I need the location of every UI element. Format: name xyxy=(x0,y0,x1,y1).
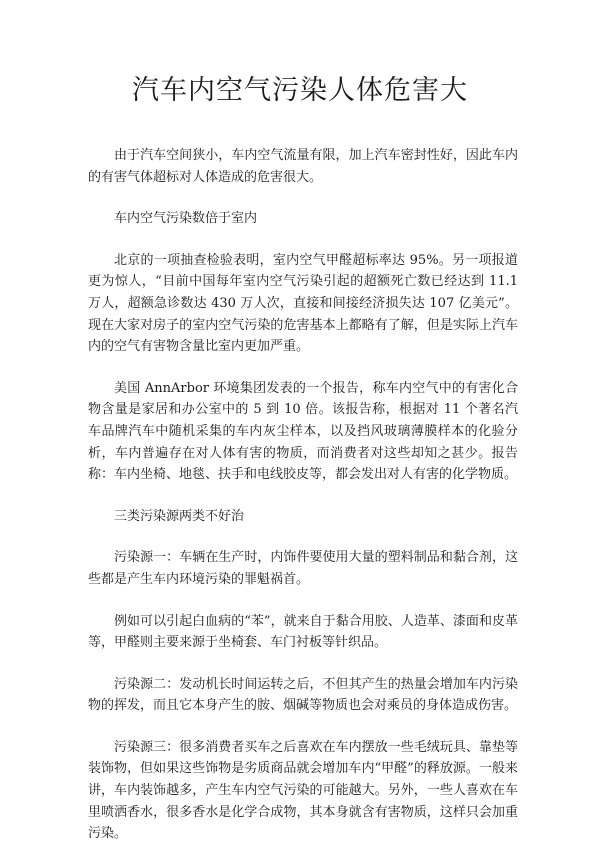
section-heading-indoor-comparison: 车内空气污染数倍于室内 xyxy=(114,211,258,227)
section-heading-pollution-sources: 三类污染源两类不好治 xyxy=(114,508,245,524)
paragraph-source-three: 污染源三：很多消费者买车之后喜欢在车内摆放一些毛绒玩具、靠垫等装饰物，但如果这些饰物是劣质商品就会增加车内“甲醛”的释放源。一般来讲，车内装饰越多，产生车内空气污染的可能越大。另外，一些人喜欢在车里喷洒香水，很多香水是化学合成物，其本身就含有害物质，这样只会加重污染。 xyxy=(88,739,518,842)
page-title: 汽车内空气污染人体危害大 xyxy=(132,75,468,106)
paragraph-benzene: 例如可以引起白血病的“苯”，就来自于黏合用胶、人造革、漆面和皮革等，甲醛则主要来源于坐椅套、车门衬板等针织品。 xyxy=(88,613,518,651)
paragraph-source-one: 污染源一：车辆在生产时，内饰件要使用大量的塑料制品和黏合剂，这些都是产生车内环境污染的罪魁祸首。 xyxy=(88,550,518,587)
paragraph-source-two: 污染源二：发动机长时间运转之后，不但其产生的热量会增加车内污染物的挥发，而且它本身产生的胺、烟碱等物质也会对乘员的身体造成伤害。 xyxy=(88,676,518,714)
paragraph-annarbor-report: 美国 AnnArbor 环境集团发表的一个报告，称车内空气中的有害化合物含量是家居和办公室中的 5 到 10 倍。该报告称，根据对 11 个著名汽车品牌汽车中随机采集的车内灰尘样本，以及挡风玻璃薄膜样本的化验分析，车内普遍存在对人体有害的物质，而消费者对这些却知之甚少。报告称：车内坐椅、地毯、扶手和电线胶皮等，都会发出对人有害的化学物质。 xyxy=(88,380,518,483)
paragraph-beijing-survey: 北京的一项抽查检验表明，室内空气甲醛超标率达 95%。另一项报道更为惊人，“目前中国每年室内空气污染引起的超额死亡数已经达到 11.1 万人，超额急诊数达 430 万人次，直接和间接经济损失达 107 亿美元”。现在大家对房子的室内空气污染的危害基本上都略有了解，但是实际上汽车内的空气有害物含量比室内更加严重。 xyxy=(88,252,518,355)
paragraph-intro: 由于汽车空间狭小，车内空气流量有限，加上汽车密封性好，因此车内的有害气体超标对人体造成的危害很大。 xyxy=(88,148,518,185)
document-body xyxy=(88,145,518,865)
